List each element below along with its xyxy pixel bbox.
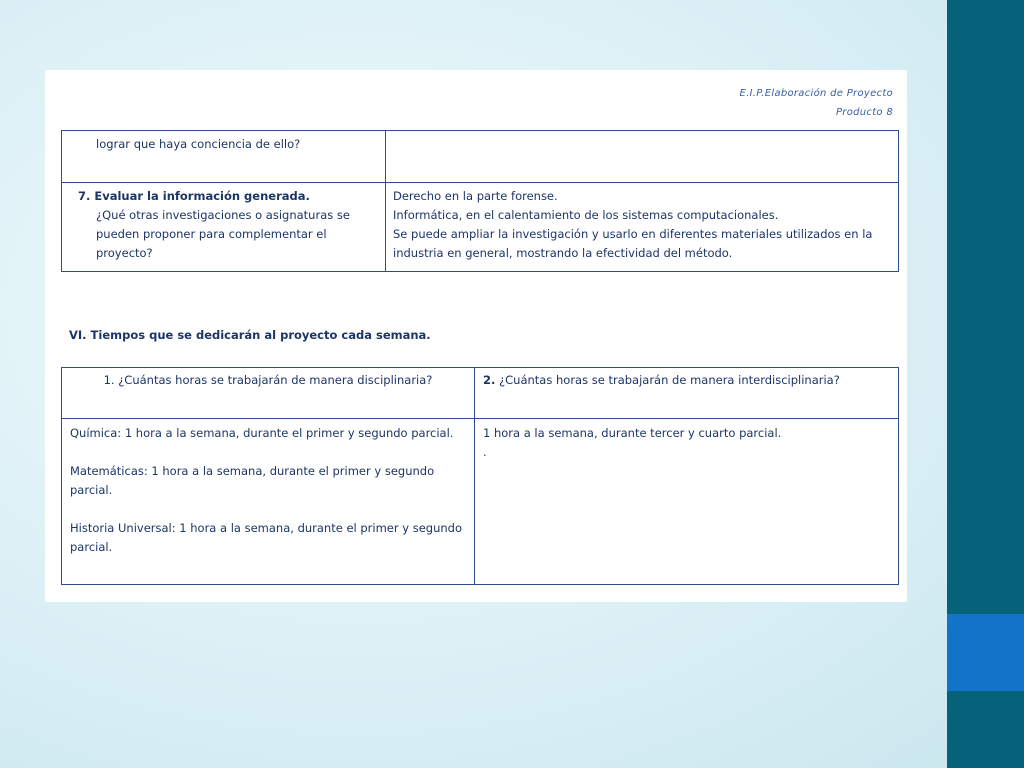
interdisciplinary-line: 1 hora a la semana, durante tercer y cuarto parcial. <box>483 426 782 440</box>
answer-line: Informática, en el calentamiento de los sistemas computacionales. <box>393 208 779 222</box>
slide-side-accent <box>947 614 1024 691</box>
header-text: ¿Cuántas horas se trabajarán de manera interdisciplinaria? <box>499 373 840 387</box>
document-page <box>45 70 907 602</box>
question-cell <box>62 183 386 272</box>
header-product-number: Producto 8 <box>835 107 893 118</box>
section-title: VI. Tiempos que se dedicarán al proyecto cada semana. <box>69 328 431 342</box>
table-header-row <box>62 368 899 419</box>
table-row <box>62 183 899 272</box>
subject-paragraph: Matemáticas: 1 hora a la semana, durante el primer y segundo parcial. <box>70 464 435 497</box>
subject-paragraph: Química: 1 hora a la semana, durante el primer y segundo parcial. <box>70 426 454 440</box>
answer-cell <box>386 131 899 183</box>
subject-paragraph: Historia Universal: 1 hora a la semana, durante el primer y segundo parcial. <box>70 521 463 554</box>
interdisciplinary-line: . <box>483 445 487 459</box>
question-7-title: 7. Evaluar la información generada. <box>78 189 310 203</box>
interdisciplinary-header <box>475 368 899 419</box>
answer-cell <box>386 183 899 272</box>
header-project-title: E.I.P.Elaboración de Proyecto <box>739 88 893 99</box>
question-cell: lograr que haya conciencia de ello? <box>62 131 386 183</box>
answer-line: Se puede ampliar la investigación y usarlo en diferentes materiales utilizados en la industria en general, mostrando la efectividad del método. <box>393 227 873 260</box>
disciplinary-header: 1. ¿Cuántas horas se trabajarán de manera disciplinaria? <box>62 368 475 419</box>
header-number: 2. <box>483 373 496 387</box>
table-row <box>62 419 899 585</box>
question-7-text: ¿Qué otras investigaciones o asignaturas se pueden proponer para complementar el proyecto? <box>96 208 350 260</box>
evaluation-table <box>61 130 899 272</box>
disciplinary-cell <box>62 419 475 585</box>
time-table <box>61 367 899 585</box>
answer-line: Derecho en la parte forense. <box>393 189 558 203</box>
interdisciplinary-cell <box>475 419 899 585</box>
table-row <box>62 131 899 183</box>
